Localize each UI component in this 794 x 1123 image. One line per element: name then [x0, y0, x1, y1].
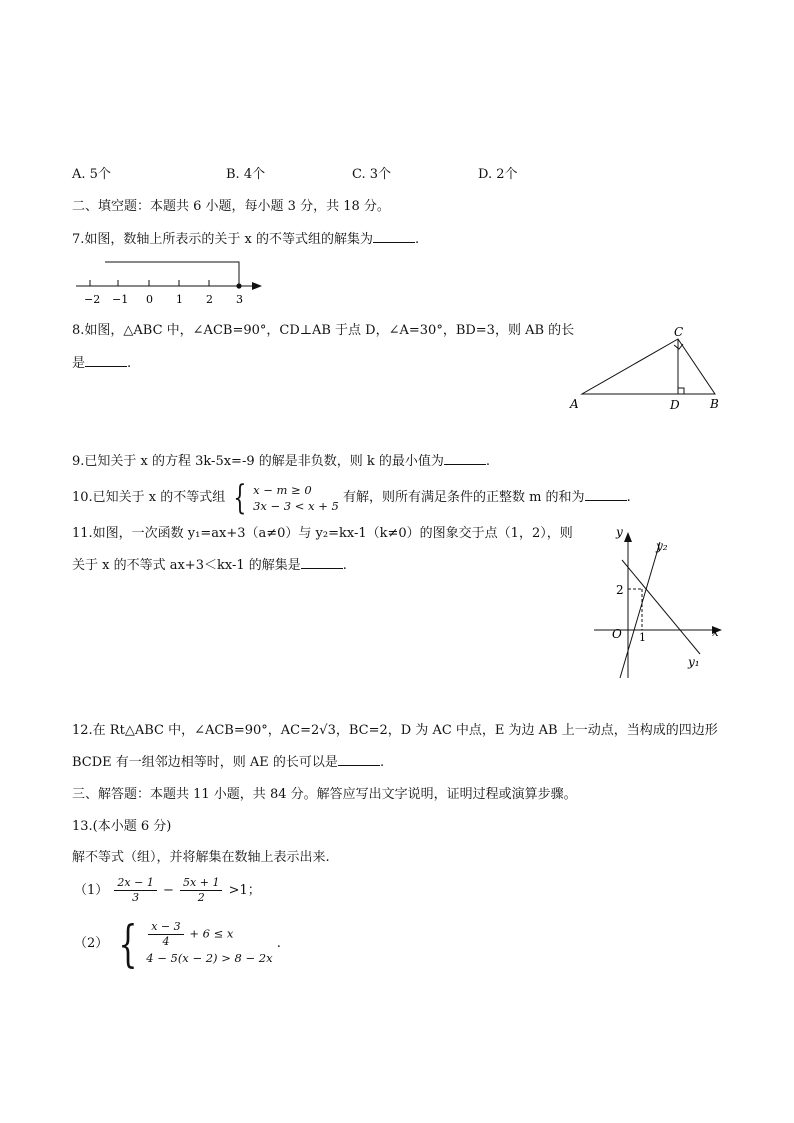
- q13-system: [112, 914, 273, 973]
- label-c: C: [674, 325, 684, 339]
- arrow-icon: [252, 282, 262, 290]
- tick-label: 1: [176, 293, 183, 306]
- brace-icon: {: [118, 914, 138, 973]
- option-c: C. 3个: [352, 167, 392, 182]
- q13-part2: [74, 914, 281, 974]
- fraction-1-num: 2x − 1: [114, 876, 156, 891]
- q11-line1: 11.如图，一次函数 y₁=ax+3（a≠0）与 y₂=kx-1（k≠0）的图象交于点（1，2），则: [72, 526, 573, 541]
- q10-system: [229, 477, 339, 518]
- q10-sys-line2: 3x − 3 < x + 5: [253, 498, 339, 513]
- fraction-3-den: 4: [162, 935, 170, 948]
- tick-marks: [90, 280, 239, 286]
- tick-label: −2: [84, 293, 101, 306]
- right-angle-mark-d: [678, 388, 684, 394]
- q10-text: 10.已知关于 x 的不等式组 { x − m ≥ 0 3x − 3 < x + 5 有解，则所有满足条件的正整数 m 的和为 .: [72, 477, 631, 518]
- brace-icon: {: [233, 477, 247, 518]
- triangle-abc: [582, 339, 715, 394]
- q11-answer-blank: [301, 556, 343, 569]
- fraction-3: [148, 920, 183, 949]
- q10-suffix: 有解，则所有满足条件的正整数 m 的和为: [342, 490, 585, 505]
- q8-answer-blank: [85, 354, 127, 367]
- y2-label: y₂: [656, 539, 668, 553]
- q13-instruction: 解不等式（组），并将解集在数轴上表示出来.: [72, 850, 330, 865]
- y1-label: y₁: [688, 655, 700, 669]
- tick-label: −1: [112, 293, 129, 306]
- label-d: D: [670, 398, 680, 412]
- q10-sys-line1: x − m ≥ 0: [253, 482, 312, 497]
- origin-label: O: [612, 627, 622, 641]
- option-a: A. 5个: [72, 167, 111, 182]
- q11-line2-text: 关于 x 的不等式 ax+3＜kx-1 的解集是: [72, 558, 301, 573]
- q9-question: 9.已知关于 x 的方程 3k-5x=-9 的解是非负数，则 k 的最小值为: [72, 454, 444, 469]
- y-axis-arrow-icon: [624, 532, 632, 542]
- q13-sys-line1-tail: + 6 ≤ x: [189, 926, 234, 941]
- q12-answer-blank: [338, 753, 380, 766]
- label-a: A: [570, 397, 579, 411]
- q8-line1: 8.如图，△ABC 中，∠ACB=90°，CD⊥AB 于点 D，∠A=30°，BD=3，则 AB 的长: [72, 323, 575, 338]
- q9-answer-blank: [444, 452, 486, 465]
- q10-answer-blank: [585, 488, 627, 501]
- q13-p1-tail: >1；: [228, 883, 261, 898]
- fraction-3-num: x − 3: [148, 920, 183, 935]
- q13-p2-label: （2）: [74, 936, 109, 951]
- q12-line2: BCDE 有一组邻边相等时，则 AE 的长可以是 .: [72, 755, 385, 770]
- q8-line2: 是 .: [72, 356, 132, 371]
- q13-title: 13.(本小题 6 分): [72, 819, 172, 834]
- q13-p1-label: （1）: [74, 883, 109, 898]
- q11-line2: 关于 x 的不等式 ax+3＜kx-1 的解集是 .: [72, 558, 347, 573]
- line-y1: [622, 560, 700, 654]
- q7-text: 7.如图，数轴上所表示的关于 x 的不等式组的解集为 .: [72, 232, 420, 247]
- tick-label-1: 1: [639, 631, 646, 644]
- x-axis-label: x: [712, 625, 719, 639]
- q12-line1: 12.在 Rt△ABC 中，∠ACB=90°，AC=2√3，BC=2，D 为 AC 中点，E 为边 AB 上一动点，当构成的四边形: [72, 723, 718, 738]
- solution-bracket: [105, 262, 239, 286]
- q7-answer-blank: [373, 230, 415, 243]
- y-axis-label: y: [616, 525, 623, 539]
- fraction-1: [114, 876, 156, 905]
- option-b: B. 4个: [226, 167, 266, 182]
- fraction-2-den: 2: [197, 891, 205, 904]
- closed-point: [236, 283, 241, 288]
- q13-sys-line1: [146, 920, 272, 949]
- section2-heading: 二、填空题：本题共 6 小题，每小题 3 分，共 18 分。: [72, 199, 390, 214]
- option-d: D. 2个: [478, 167, 518, 182]
- q9-text: 9.已知关于 x 的方程 3k-5x=-9 的解是非负数，则 k 的最小值为 .: [72, 454, 491, 469]
- q13-p2-end: .: [276, 936, 281, 951]
- tick-label: 3: [236, 293, 243, 306]
- q10-prefix: 10.已知关于 x 的不等式组: [72, 490, 226, 505]
- minus-sign: −: [162, 883, 174, 898]
- fraction-1-den: 3: [132, 891, 140, 904]
- q8-line2-text: 是: [72, 356, 86, 371]
- line-y2: [620, 542, 660, 678]
- fraction-2: [180, 876, 222, 905]
- fraction-2-num: 5x + 1: [180, 876, 222, 891]
- q12-line2-text: BCDE 有一组邻边相等时，则 AE 的长可以是: [72, 755, 338, 770]
- q11-graph: [588, 522, 728, 684]
- tick-label-2: 2: [616, 583, 624, 597]
- tick-label: 2: [206, 293, 213, 306]
- label-b: B: [710, 397, 719, 411]
- q13-sys-line2: 4 − 5(x − 2) > 8 − 2x: [146, 951, 273, 965]
- q13-part1: [74, 872, 261, 910]
- tick-label: 0: [146, 293, 153, 306]
- q7-number-line: [70, 256, 270, 312]
- q7-question: 7.如图，数轴上所表示的关于 x 的不等式组的解集为: [72, 232, 373, 247]
- section3-heading: 三、解答题：本题共 11 小题，共 84 分。解答应写出文字说明，证明过程或演算步骤。: [72, 787, 577, 802]
- q8-triangle-figure: [560, 320, 730, 416]
